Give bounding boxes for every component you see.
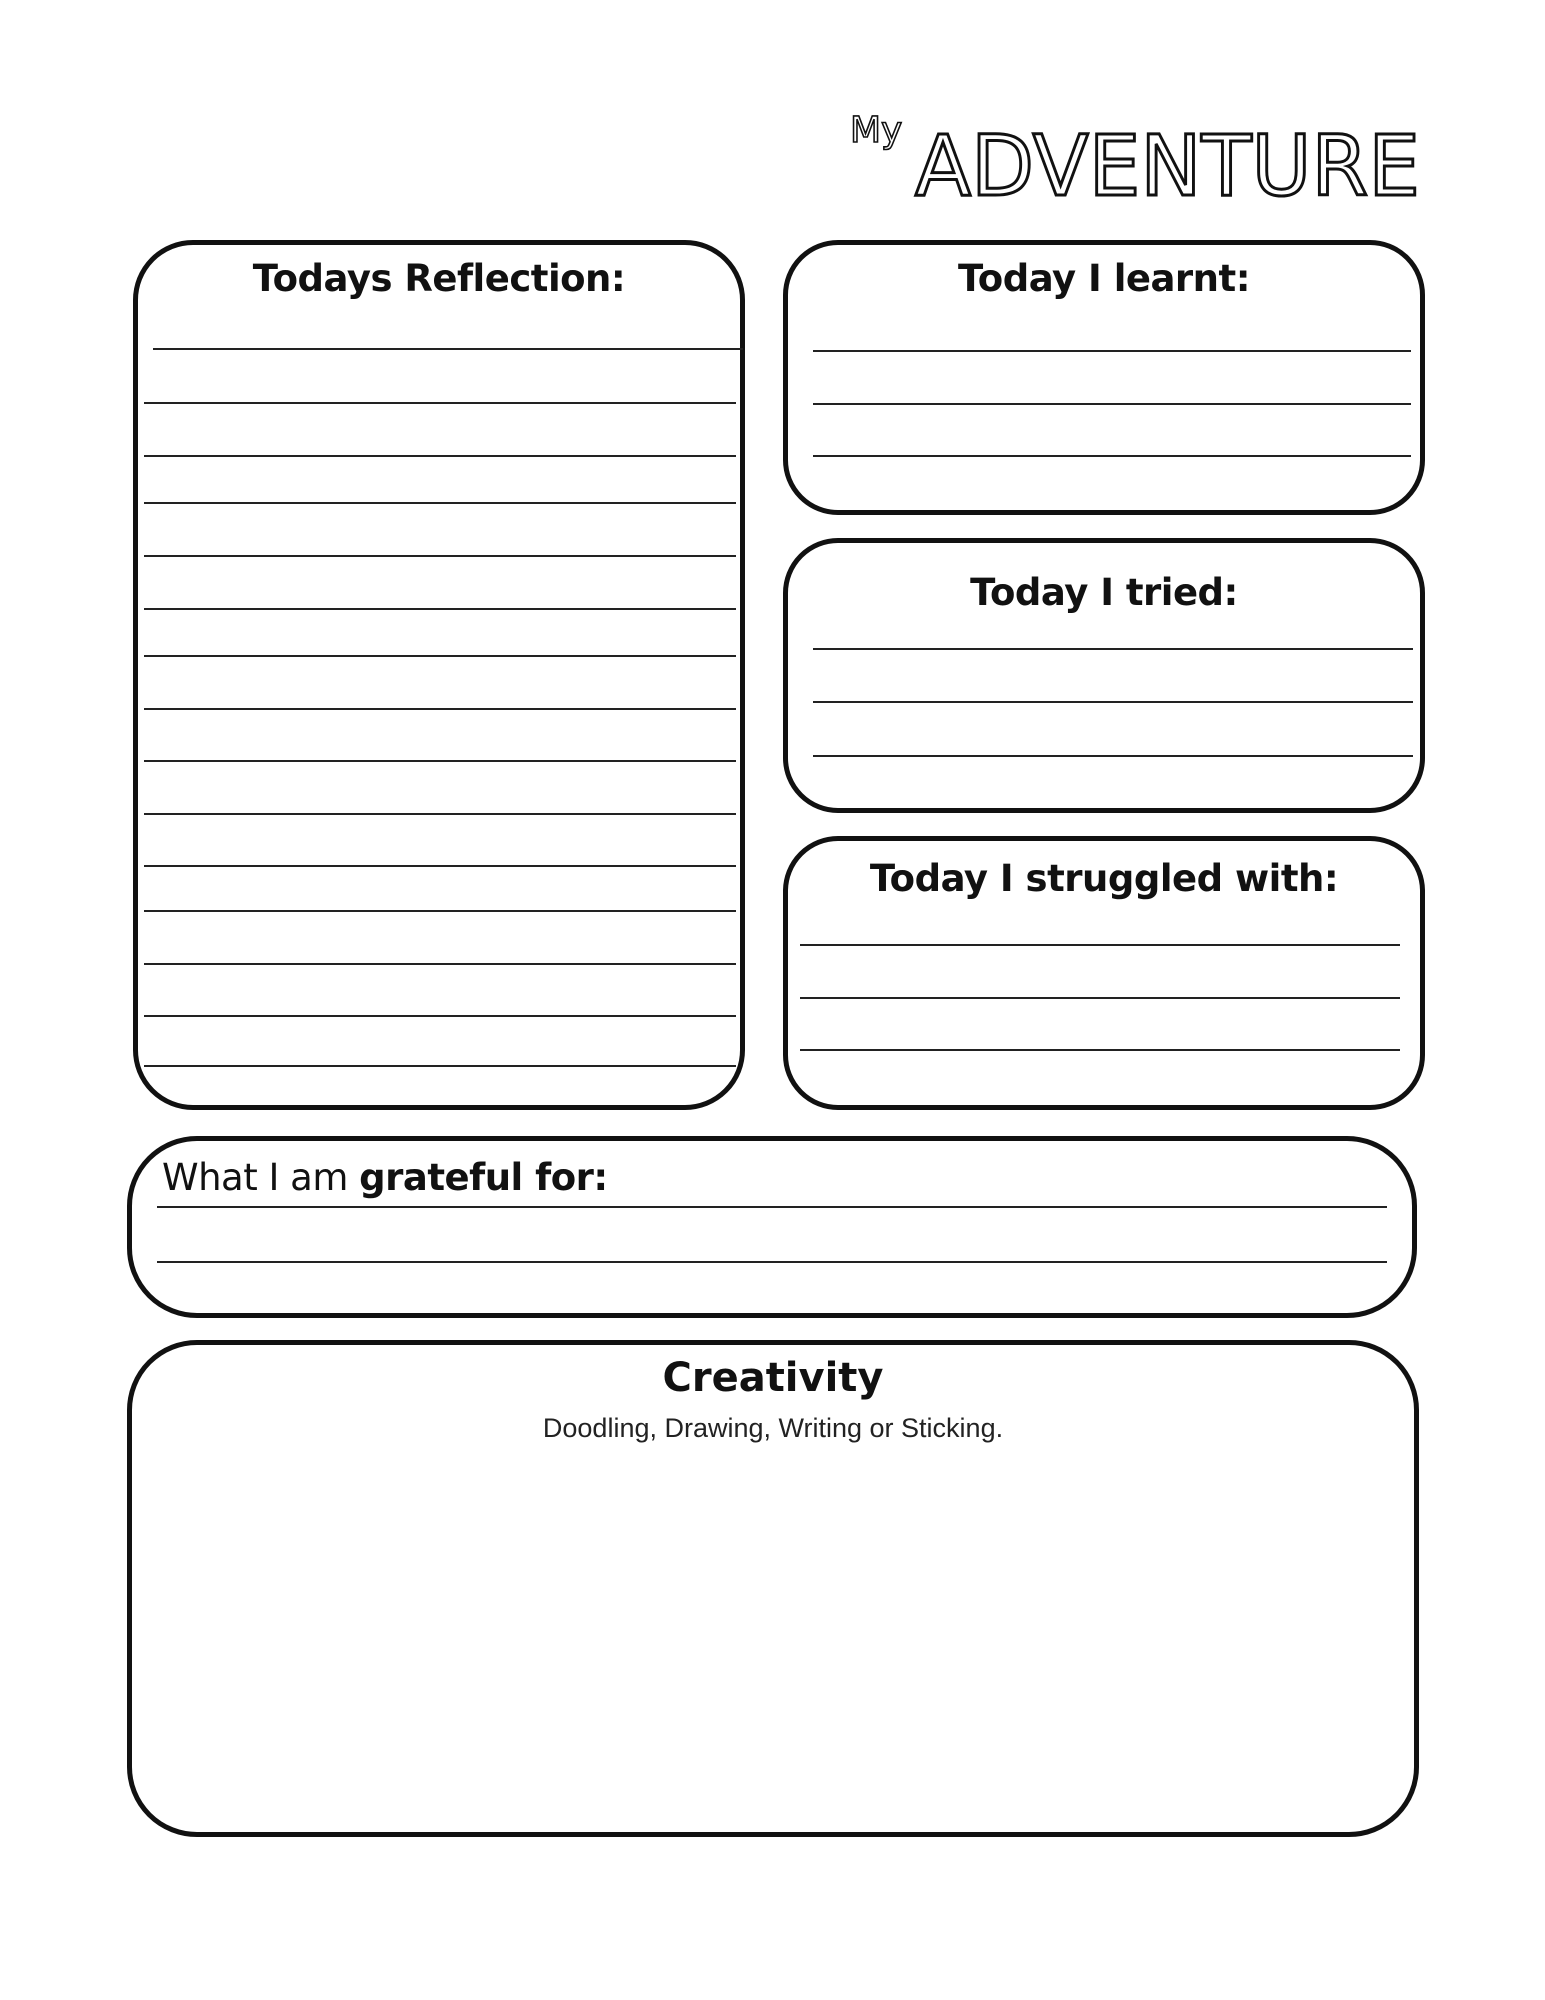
writing-line[interactable] — [144, 1015, 736, 1017]
writing-line[interactable] — [813, 350, 1411, 352]
tried-box — [783, 538, 1425, 813]
writing-line[interactable] — [144, 708, 736, 710]
creativity-box[interactable] — [127, 1340, 1419, 1837]
writing-line[interactable] — [800, 944, 1400, 946]
grateful-box — [127, 1136, 1417, 1318]
writing-line[interactable] — [813, 648, 1413, 650]
writing-line[interactable] — [813, 403, 1411, 405]
page-title-graphic — [850, 100, 1430, 210]
title-my: My — [850, 110, 903, 151]
writing-line[interactable] — [144, 910, 736, 912]
creativity-subtitle: Doodling, Drawing, Writing or Sticking. — [542, 1413, 1004, 1443]
writing-line[interactable] — [800, 997, 1400, 999]
writing-line[interactable] — [813, 455, 1411, 457]
title-adventure: ADVENTURE — [915, 117, 1420, 210]
tried-title: Today I tried: — [970, 571, 1238, 614]
writing-line[interactable] — [813, 701, 1413, 703]
writing-line[interactable] — [144, 555, 736, 557]
writing-line[interactable] — [157, 1206, 1387, 1208]
writing-line[interactable] — [144, 963, 736, 965]
learnt-box — [783, 240, 1425, 515]
writing-line[interactable] — [144, 865, 736, 867]
grateful-title-part3: for: — [522, 1156, 608, 1199]
reflection-title: Todays Reflection: — [252, 257, 626, 300]
writing-line[interactable] — [144, 502, 736, 504]
writing-line[interactable] — [144, 760, 736, 762]
page-title — [850, 100, 1430, 210]
writing-line[interactable] — [144, 455, 736, 457]
learnt-title: Today I learnt: — [957, 257, 1251, 300]
writing-line[interactable] — [144, 1065, 736, 1067]
writing-line[interactable] — [813, 755, 1413, 757]
writing-line[interactable] — [144, 402, 736, 404]
reflection-box — [133, 240, 745, 1110]
writing-line[interactable] — [157, 1261, 1387, 1263]
writing-line[interactable] — [144, 813, 736, 815]
struggled-box — [783, 836, 1425, 1110]
struggled-title: Today I struggled with: — [869, 857, 1339, 900]
writing-line[interactable] — [153, 348, 743, 350]
grateful-title-part2: grateful — [359, 1156, 523, 1199]
creativity-title: Creativity — [662, 1355, 884, 1401]
grateful-title-part1: What I am — [162, 1156, 360, 1199]
writing-line[interactable] — [144, 655, 736, 657]
grateful-title — [162, 1156, 608, 1199]
writing-line[interactable] — [800, 1049, 1400, 1051]
writing-line[interactable] — [144, 608, 736, 610]
